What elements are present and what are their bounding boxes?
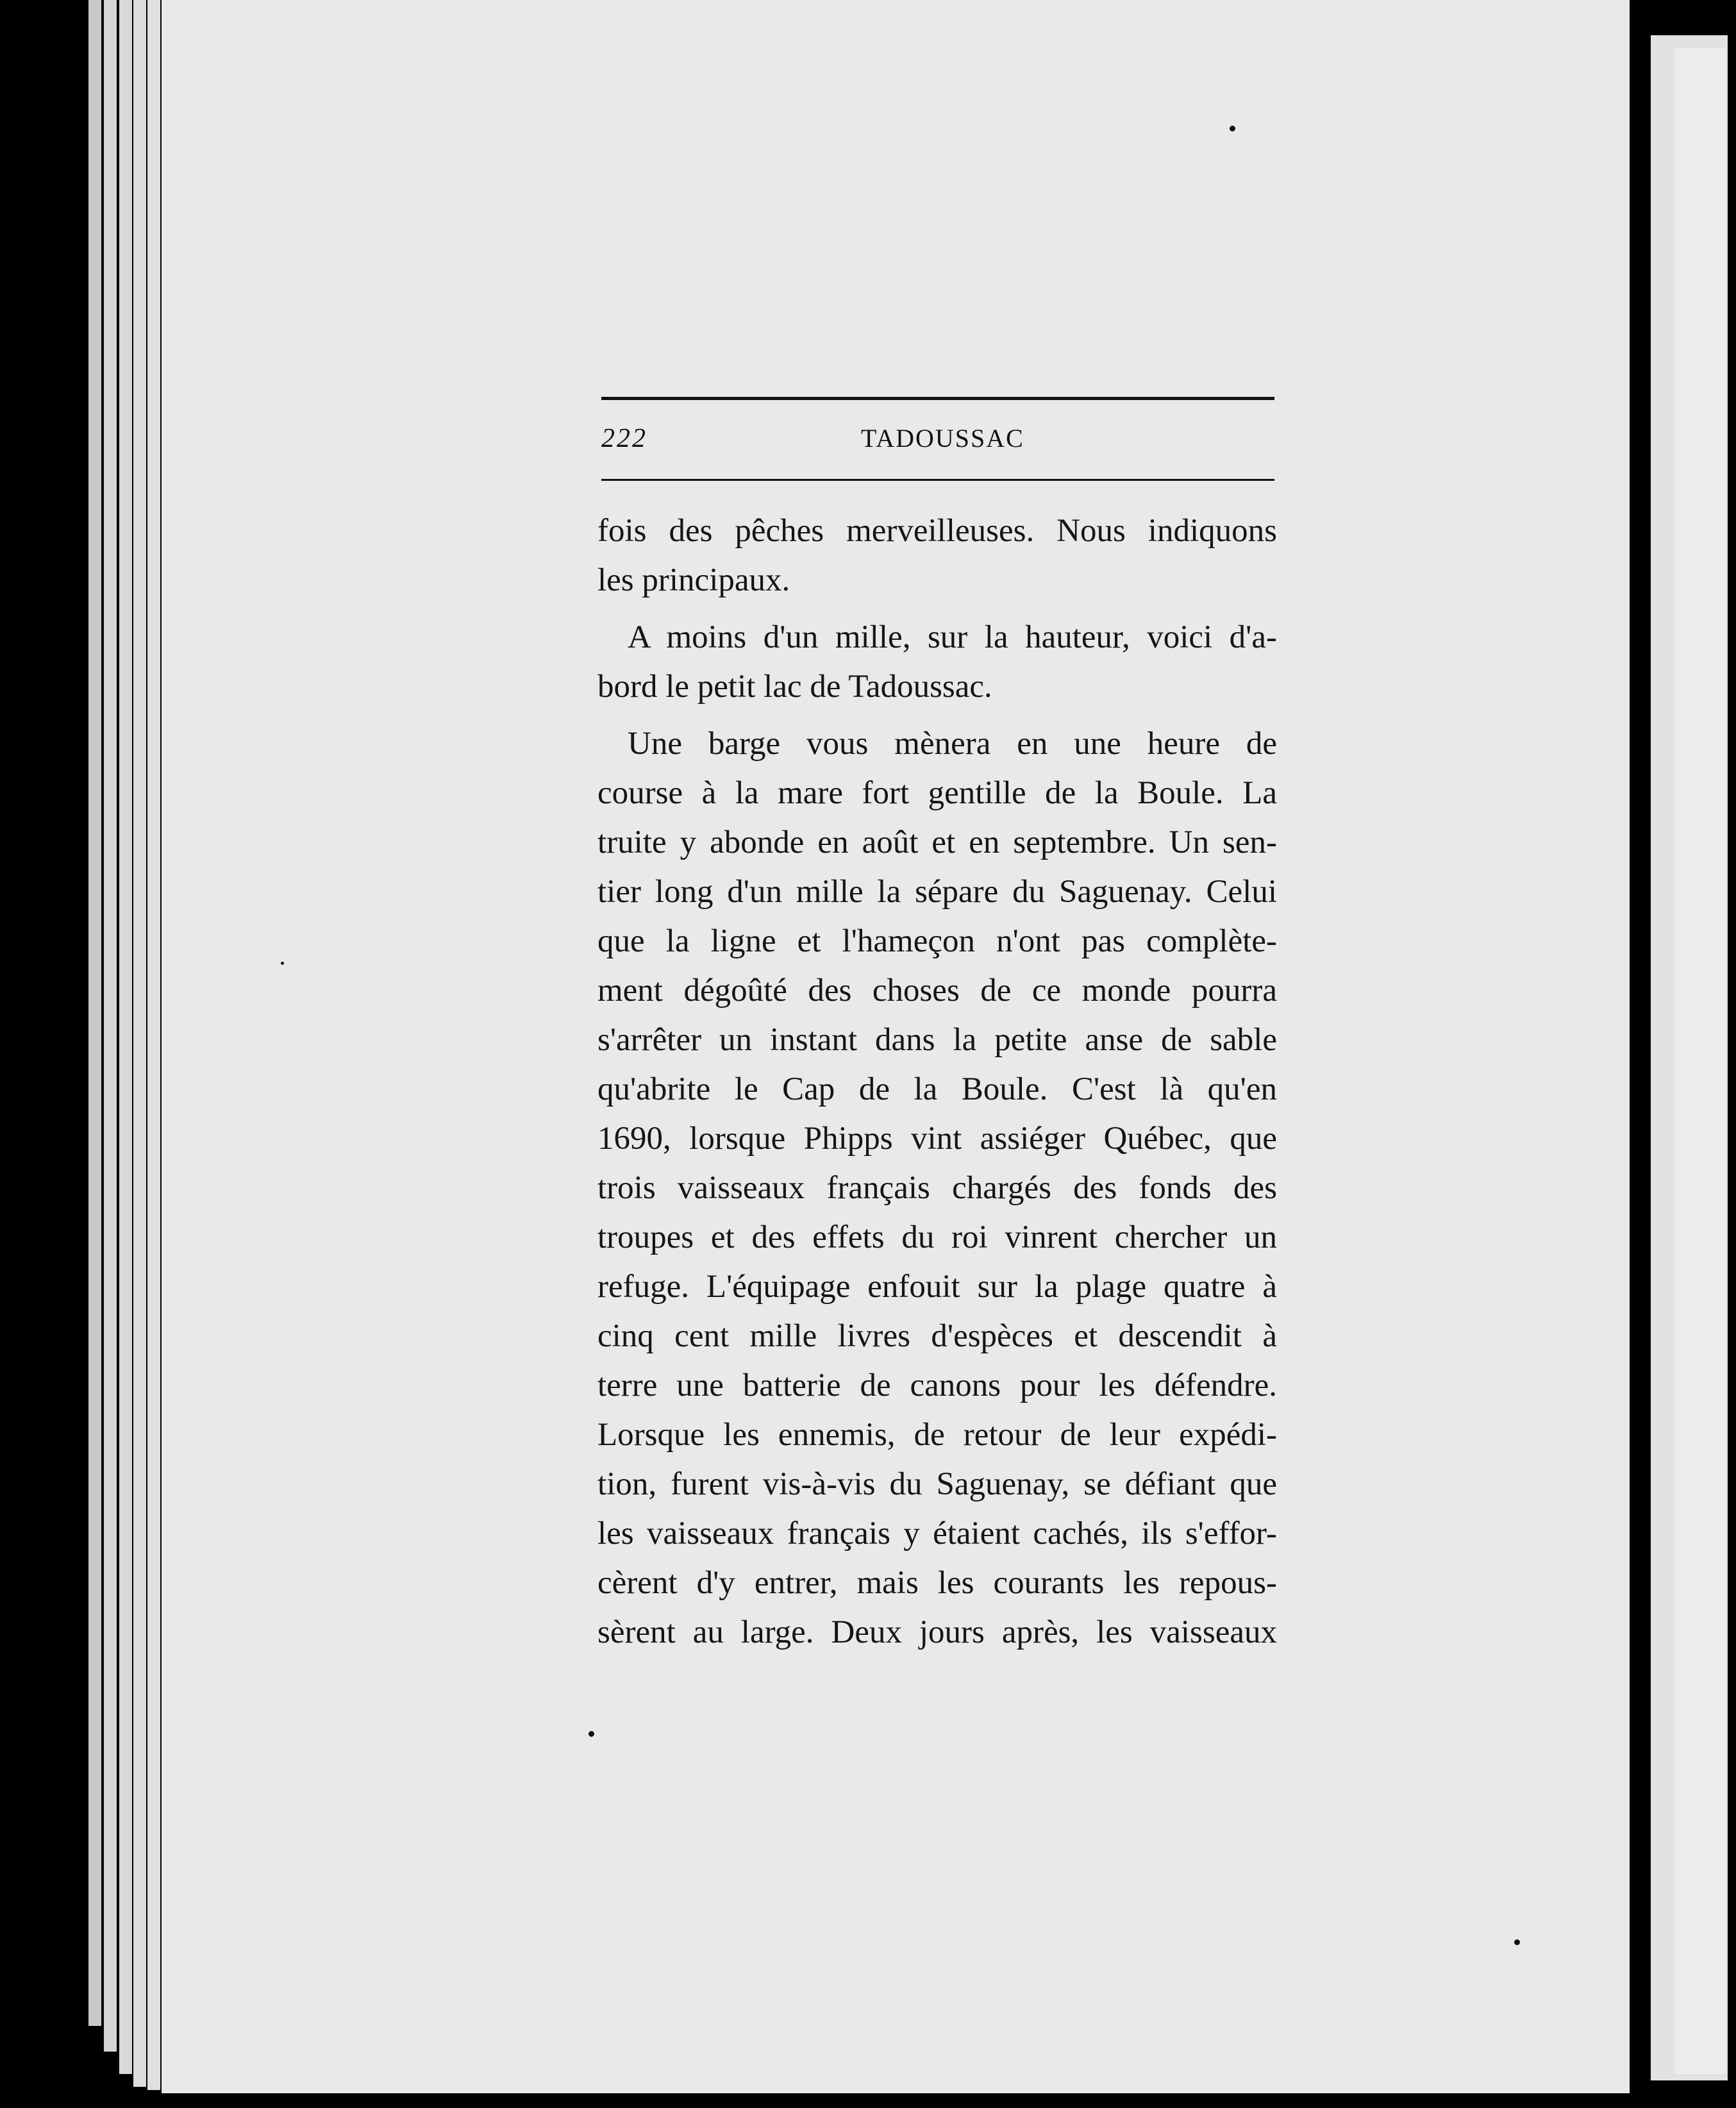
body-text: [597, 506, 1277, 1657]
text-line: que la ligne et l'hameçon n'ont pas complète-: [597, 923, 1277, 959]
page-number: 222: [601, 424, 647, 453]
page-edge: [147, 0, 160, 2090]
text-line: s'arrêter un instant dans la petite anse de sable: [597, 1022, 1277, 1058]
paragraph: [597, 613, 1277, 712]
page-edge: [119, 0, 132, 2074]
text-line: course à la mare fort gentille de la Boule. La: [597, 775, 1277, 811]
text-line: tier long d'un mille la sépare du Saguenay. Celui: [597, 874, 1277, 910]
running-title: TADOUSSAC: [861, 424, 1024, 453]
text-line: ment dégoûté des choses de ce monde pourra: [597, 973, 1277, 1008]
facing-page: [1674, 48, 1726, 2074]
text-line: cèrent d'y entrer, mais les courants les repous-: [597, 1565, 1277, 1601]
header-rule-bottom: [601, 479, 1274, 481]
text-line: A moins d'un mille, sur la hauteur, voici d'a-: [628, 619, 1277, 655]
text-line: fois des pêches merveilleuses. Nous indiquons: [597, 513, 1277, 549]
ink-speck: [588, 1731, 594, 1737]
header-rule-top: [601, 397, 1274, 400]
ink-speck: [1514, 1939, 1520, 1945]
text-line: terre une batterie de canons pour les défendre.: [597, 1368, 1277, 1403]
text-line: qu'abrite le Cap de la Boule. C'est là qu'en: [597, 1071, 1277, 1107]
page-edge: [104, 0, 117, 2052]
text-line: trois vaisseaux français chargés des fonds des: [597, 1170, 1277, 1206]
text-line: Une barge vous mènera en une heure de: [628, 726, 1277, 762]
text-line: cinq cent mille livres d'espèces et descendit à: [597, 1318, 1277, 1354]
text-line: truite y abonde en août et en septembre. Un sen-: [597, 824, 1277, 860]
text-line: Lorsque les ennemis, de retour de leur expédi-: [597, 1417, 1277, 1453]
page-edge: [88, 0, 101, 2026]
text-line: troupes et des effets du roi vinrent chercher un: [597, 1219, 1277, 1255]
text-line: sèrent au large. Deux jours après, les vaisseaux: [597, 1614, 1277, 1650]
running-head: [601, 415, 1274, 460]
ink-speck: [281, 962, 284, 965]
paragraph: [597, 719, 1277, 1657]
text-line: 1690, lorsque Phipps vint assiéger Québec, que: [597, 1121, 1277, 1157]
text-line: les principaux.: [597, 562, 790, 598]
page-edge: [133, 0, 146, 2087]
ink-speck: [1230, 126, 1235, 131]
text-line: refuge. L'équipage enfouit sur la plage quatre à: [597, 1269, 1277, 1305]
text-line: bord le petit lac de Tadoussac.: [597, 669, 992, 705]
text-line: tion, furent vis-à-vis du Saguenay, se défiant que: [597, 1466, 1277, 1502]
text-line: les vaisseaux français y étaient cachés, ils s'effor-: [597, 1516, 1277, 1552]
paragraph: [597, 506, 1277, 605]
